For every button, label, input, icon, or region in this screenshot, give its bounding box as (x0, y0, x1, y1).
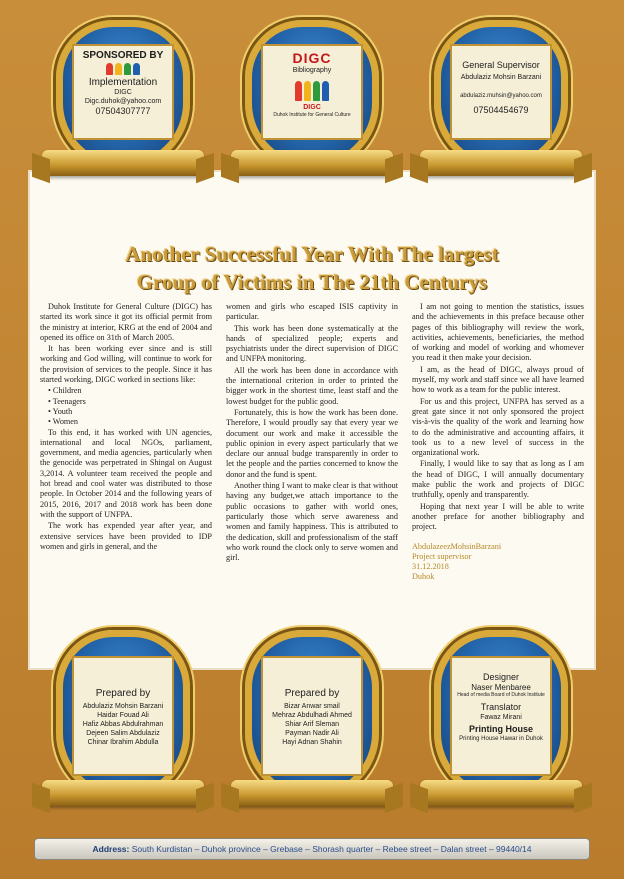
paragraph: Another thing I want to make clear is that without having any budget,we attach importance to the public occasions to gather with world ones, particularly those which serve awareness and women and family happiness. This is attributed to the dedication, skill and professionalism of the staff who work round the clock only to serve women and girl. (226, 481, 398, 563)
ribbon (420, 780, 582, 806)
signature-date: 31.12.2018 (412, 561, 449, 571)
paragraph: women and girls who escaped ISIS captivity in particular. (226, 302, 398, 322)
ribbon (42, 780, 204, 806)
prepared-name: Shiar Arif Sleman (284, 721, 340, 728)
paragraph: This work has been done systematically at the hands of specialized people; experts and psychiatrists under the direct supervision of DIGC and UNFPA monitoring. (226, 323, 398, 364)
prepared-title: Prepared by (95, 688, 151, 699)
column-1 (40, 302, 212, 622)
designer-name: Naser Menbaree (471, 683, 531, 692)
designer-title: Designer (482, 672, 520, 682)
supervisor-medallion (434, 20, 568, 188)
signature-name: AbdulazeezMohsinBarzani (412, 541, 502, 551)
designer-note: Head of media Board of Duhok Institute (457, 692, 545, 698)
prepared-panel-1 (72, 656, 174, 776)
prepared-name: Hayi Adnan Shahin (282, 739, 342, 746)
sections-list (48, 386, 212, 427)
prepared-name: Dejeen Salim Abdulaziz (86, 730, 160, 737)
prepared-name: Bizar Anwar smail (284, 703, 340, 710)
paragraph: Fortunately, this is how the work has been done. Therefore, I would proudly say that every year we document our work and make it accessible the public opinion in every aspect particularly that we declare our annual budge transparently in order to let the people and the parties concerned to know the donor and the fund is spent. (226, 407, 398, 479)
sponsor-panel (72, 44, 174, 140)
title-line-2: Group of Victims in The 21th Centurys (136, 270, 488, 294)
translator-title: Translator (480, 702, 522, 712)
address-text: South Kurdistan – Duhok province – Grebase – Shorash quarter – Rebee street – Dalan street – 99440/14 (131, 844, 532, 854)
address-bar (34, 838, 590, 860)
ribbon (420, 150, 582, 176)
paragraph: Duhok Institute for General Culture (DIGC) has started its work since it got its official permit from the ministry at interior, KRG at the end of 2004 and opened its office on 31th of March 2005. (40, 302, 212, 342)
implementation-label: Implementation (88, 77, 158, 88)
digc-emblem-icon (263, 81, 361, 101)
prepared-name: Abdulaziz Mohsin Barzani (82, 703, 164, 710)
list-item: • Youth (48, 407, 212, 417)
paragraph: I am, as the head of DIGC, always proud of myself, my work and staff since we all have learned how to work as a team for the public interest. (412, 364, 584, 395)
center-medallion (245, 20, 379, 188)
list-item: • Teenagers (48, 397, 212, 407)
paragraph: All the work has been done in accordance with the international criterion in order to printed the bigger work in the shortest time, least staff and the lowest budget for the public good. (226, 365, 398, 406)
title-line-1: Another Successful Year With The largest (125, 242, 499, 266)
prepared-name: Haidar Fouad Ali (97, 712, 149, 719)
ribbon (231, 150, 393, 176)
sponsor-org: DIGC (114, 89, 132, 96)
ribbon (231, 780, 393, 806)
prepared-name: Payman Nadir Ali (285, 730, 339, 737)
prepared-name: Mehraz Abdulhadi Ahmed (272, 712, 352, 719)
signature-role: Project supervisor (412, 551, 472, 561)
printing-house-name: Printing House Hawar in Duhok (459, 736, 543, 742)
column-2 (226, 302, 398, 622)
paragraph: Finally, I would like to say that as long as I am the head of DIGC, I will annually documentary make public the work and projects of DIGC truthfully, openly and transparently. (412, 459, 584, 500)
address-label: Address: (92, 844, 130, 854)
paragraph: I am not going to mention the statistics, issues and the achievements in this preface because other pages of this bibliography will review the work, activities, achievements, beneficiaries, the method of working and model of working and whomever you read it then make your decision. (412, 302, 584, 363)
prepared-name: Hafiz Abbas Abdulrahman (82, 721, 164, 728)
page-title (40, 240, 584, 296)
supervisor-name: Abdulaziz Mohsin Barzani (460, 74, 542, 81)
sponsor-email: Digc.duhok@yahoo.com (84, 98, 162, 105)
sponsor-phone: 07504307777 (95, 106, 151, 116)
list-item: • Women (48, 417, 212, 427)
supervisor-title: General Supervisor (462, 60, 540, 70)
translator-name: Fawaz Mirani (480, 714, 522, 721)
prepared-by-medallion-2 (245, 630, 379, 830)
sponsor-medallion (56, 20, 190, 188)
paragraph: Hoping that next year I will be able to write another preface for another bibliography and project. (412, 501, 584, 532)
sponsor-title: SPONSORED BY (82, 50, 164, 61)
list-item: • Children (48, 386, 212, 396)
paragraph: To this end, it has worked with UN agencies, international and local NGOs, parliament, government, and media agencies, particularly when the genocide was perpetrated in Shingal on August 3,2014. A volunteer team received the people and hot bread and cool water was distributed to those people. In October 2014 and the following years of 2015, 2016, 2017 and 2018 work has been done with the support of UNFPA. (40, 427, 212, 519)
digc-tagline: Duhok Institute for General Culture (273, 112, 351, 118)
paragraph: For us and this project, UNFPA has served as a great gate since it not only sponsored the project vis-à-vis the quality of the work and learning how to do the administrative and accounting affairs, it took us to a new level of success in the organizational work. (412, 396, 584, 458)
column-3 (412, 302, 584, 622)
digc-logo: DIGC (292, 50, 332, 66)
credits-panel (450, 656, 552, 776)
supervisor-email: abdulaziz.muhsin@yahoo.com (460, 93, 542, 99)
paragraph: The work has expended year after year, and extensive services have been provided to IDP women and girls in general, and the (40, 521, 212, 551)
credits-medallion (434, 630, 568, 830)
printing-house-title: Printing House (468, 724, 533, 734)
bibliography-caption: Bibliography (292, 67, 332, 74)
ribbon (42, 150, 204, 176)
article-body (40, 302, 584, 622)
paragraph: It has been working ever since and is still working and God willing, will continue to work for the provision of services to the people. Since it has started working, DIGC worked in sections like: (40, 344, 212, 385)
prepared-name: Chinar Ibrahim Abdulla (87, 739, 159, 746)
supervisor-phone: 07504454679 (473, 105, 529, 115)
prepared-title: Prepared by (284, 688, 340, 699)
prepared-panel-2 (261, 656, 363, 776)
center-panel (261, 44, 363, 140)
digc-emblem-text: DIGC (303, 104, 321, 111)
supervisor-panel (450, 44, 552, 140)
people-logo-icon (74, 63, 172, 75)
signature-place: Duhok (412, 571, 435, 581)
prepared-by-medallion-1 (56, 630, 190, 830)
